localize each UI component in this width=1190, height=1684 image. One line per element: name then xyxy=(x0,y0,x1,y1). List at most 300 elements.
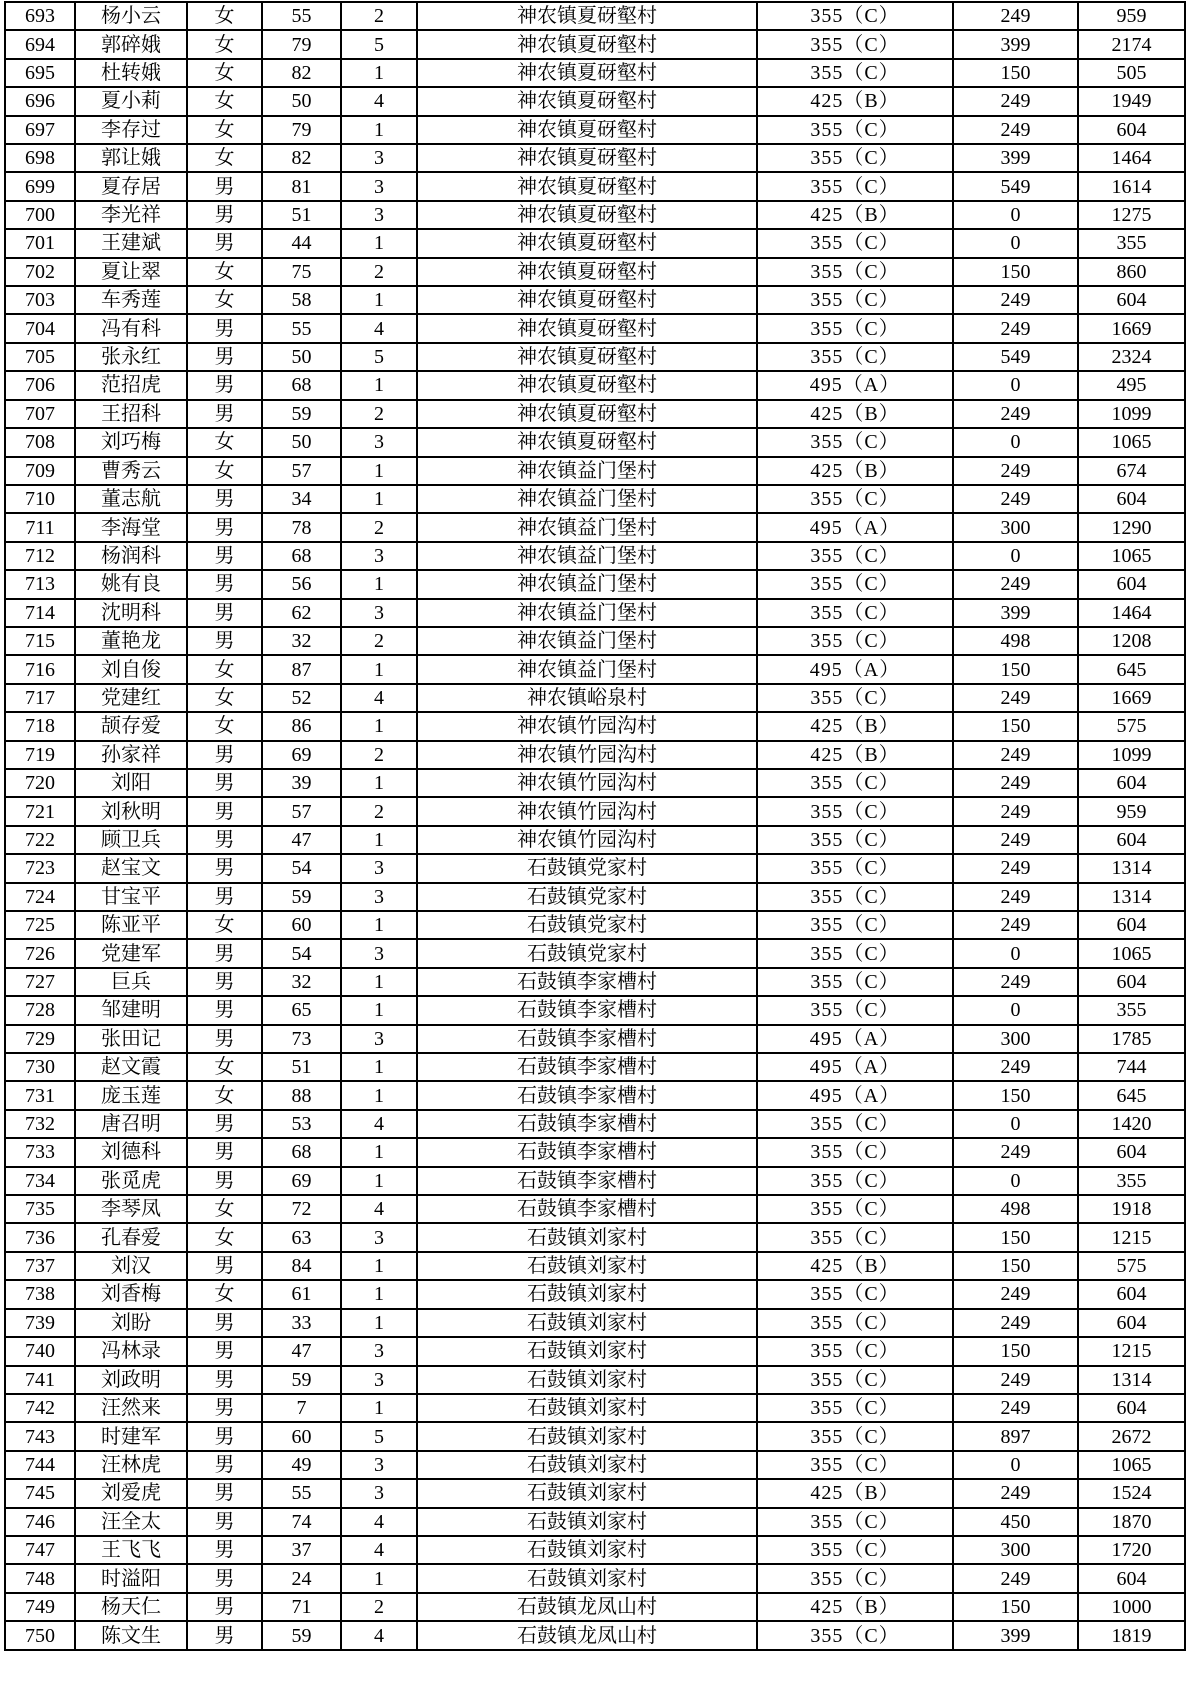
cell-village: 石鼓镇李家槽村 xyxy=(417,1138,757,1166)
cell-seq: 706 xyxy=(5,371,75,399)
cell-village: 神农镇夏砑壑村 xyxy=(417,144,757,172)
cell-household-count: 3 xyxy=(341,144,417,172)
cell-gender: 男 xyxy=(187,1167,262,1195)
table-row xyxy=(5,1309,1185,1337)
cell-subsidy-grade: 355（C） xyxy=(757,1508,953,1536)
cell-gender: 男 xyxy=(187,883,262,911)
cell-gender: 女 xyxy=(187,59,262,87)
cell-seq: 738 xyxy=(5,1280,75,1308)
cell-age: 84 xyxy=(262,1252,341,1280)
cell-age: 68 xyxy=(262,542,341,570)
cell-age: 88 xyxy=(262,1081,341,1109)
cell-age: 58 xyxy=(262,286,341,314)
table-row xyxy=(5,684,1185,712)
cell-household-count: 1 xyxy=(341,1138,417,1166)
cell-household-count: 1 xyxy=(341,1081,417,1109)
cell-name: 杨天仁 xyxy=(75,1593,187,1621)
cell-village: 石鼓镇刘家村 xyxy=(417,1252,757,1280)
table-row xyxy=(5,741,1185,769)
cell-household-count: 1 xyxy=(341,769,417,797)
table-row xyxy=(5,996,1185,1024)
cell-age: 54 xyxy=(262,854,341,882)
cell-gender: 男 xyxy=(187,1366,262,1394)
cell-subsidy-amount: 249 xyxy=(953,684,1078,712)
cell-village: 神农镇益门堡村 xyxy=(417,542,757,570)
table-row xyxy=(5,968,1185,996)
cell-name: 刘政明 xyxy=(75,1366,187,1394)
cell-subsidy-amount: 0 xyxy=(953,939,1078,967)
cell-household-count: 4 xyxy=(341,314,417,342)
cell-gender: 男 xyxy=(187,826,262,854)
cell-subsidy-grade: 355（C） xyxy=(757,996,953,1024)
cell-total-amount: 2672 xyxy=(1078,1422,1185,1450)
cell-total-amount: 604 xyxy=(1078,1309,1185,1337)
cell-subsidy-grade: 355（C） xyxy=(757,116,953,144)
cell-gender: 男 xyxy=(187,1110,262,1138)
cell-seq: 737 xyxy=(5,1252,75,1280)
cell-seq: 723 xyxy=(5,854,75,882)
cell-subsidy-amount: 399 xyxy=(953,599,1078,627)
cell-age: 47 xyxy=(262,826,341,854)
cell-name: 郭让娥 xyxy=(75,144,187,172)
cell-name: 董志航 xyxy=(75,485,187,513)
cell-total-amount: 1314 xyxy=(1078,1366,1185,1394)
cell-village: 神农镇夏砑壑村 xyxy=(417,2,757,30)
cell-total-amount: 959 xyxy=(1078,797,1185,825)
cell-gender: 男 xyxy=(187,371,262,399)
cell-household-count: 2 xyxy=(341,400,417,428)
cell-age: 68 xyxy=(262,371,341,399)
cell-subsidy-amount: 249 xyxy=(953,400,1078,428)
cell-household-count: 1 xyxy=(341,826,417,854)
table-row xyxy=(5,229,1185,257)
table-row xyxy=(5,1252,1185,1280)
cell-name: 冯林录 xyxy=(75,1337,187,1365)
cell-subsidy-amount: 249 xyxy=(953,883,1078,911)
cell-household-count: 2 xyxy=(341,2,417,30)
cell-household-count: 1 xyxy=(341,655,417,683)
cell-name: 张田记 xyxy=(75,1025,187,1053)
cell-village: 石鼓镇刘家村 xyxy=(417,1451,757,1479)
cell-gender: 男 xyxy=(187,1536,262,1564)
cell-total-amount: 604 xyxy=(1078,769,1185,797)
cell-total-amount: 1918 xyxy=(1078,1195,1185,1223)
cell-age: 54 xyxy=(262,939,341,967)
cell-subsidy-amount: 498 xyxy=(953,1195,1078,1223)
cell-subsidy-grade: 355（C） xyxy=(757,258,953,286)
cell-total-amount: 1720 xyxy=(1078,1536,1185,1564)
cell-seq: 699 xyxy=(5,172,75,200)
cell-seq: 749 xyxy=(5,1593,75,1621)
cell-seq: 729 xyxy=(5,1025,75,1053)
table-row xyxy=(5,2,1185,30)
cell-village: 神农镇夏砑壑村 xyxy=(417,229,757,257)
cell-seq: 703 xyxy=(5,286,75,314)
cell-gender: 男 xyxy=(187,1479,262,1507)
cell-total-amount: 604 xyxy=(1078,911,1185,939)
cell-subsidy-grade: 425（B） xyxy=(757,457,953,485)
cell-village: 石鼓镇李家槽村 xyxy=(417,996,757,1024)
cell-gender: 男 xyxy=(187,1593,262,1621)
cell-village: 神农镇夏砑壑村 xyxy=(417,172,757,200)
table-row xyxy=(5,542,1185,570)
cell-village: 神农镇益门堡村 xyxy=(417,627,757,655)
cell-seq: 742 xyxy=(5,1394,75,1422)
cell-gender: 女 xyxy=(187,87,262,115)
cell-subsidy-grade: 355（C） xyxy=(757,570,953,598)
table-row xyxy=(5,116,1185,144)
cell-subsidy-grade: 355（C） xyxy=(757,286,953,314)
table-row xyxy=(5,797,1185,825)
cell-subsidy-amount: 249 xyxy=(953,1479,1078,1507)
cell-gender: 男 xyxy=(187,1564,262,1592)
cell-subsidy-grade: 355（C） xyxy=(757,1280,953,1308)
cell-subsidy-amount: 0 xyxy=(953,996,1078,1024)
cell-age: 74 xyxy=(262,1508,341,1536)
cell-subsidy-grade: 355（C） xyxy=(757,939,953,967)
cell-seq: 730 xyxy=(5,1053,75,1081)
cell-age: 32 xyxy=(262,627,341,655)
cell-seq: 736 xyxy=(5,1223,75,1251)
cell-seq: 743 xyxy=(5,1422,75,1450)
cell-subsidy-grade: 355（C） xyxy=(757,1536,953,1564)
cell-subsidy-amount: 249 xyxy=(953,1366,1078,1394)
cell-household-count: 3 xyxy=(341,939,417,967)
cell-subsidy-grade: 355（C） xyxy=(757,1366,953,1394)
cell-total-amount: 505 xyxy=(1078,59,1185,87)
cell-name: 李光祥 xyxy=(75,201,187,229)
records-tbody xyxy=(5,2,1185,1650)
cell-age: 47 xyxy=(262,1337,341,1365)
table-row xyxy=(5,1025,1185,1053)
cell-subsidy-amount: 399 xyxy=(953,144,1078,172)
cell-village: 神农镇竹园沟村 xyxy=(417,769,757,797)
cell-total-amount: 744 xyxy=(1078,1053,1185,1081)
cell-gender: 男 xyxy=(187,1422,262,1450)
cell-total-amount: 575 xyxy=(1078,712,1185,740)
cell-household-count: 1 xyxy=(341,371,417,399)
cell-seq: 718 xyxy=(5,712,75,740)
cell-village: 神农镇竹园沟村 xyxy=(417,797,757,825)
cell-subsidy-grade: 355（C） xyxy=(757,542,953,570)
cell-household-count: 1 xyxy=(341,457,417,485)
cell-gender: 女 xyxy=(187,258,262,286)
cell-total-amount: 1785 xyxy=(1078,1025,1185,1053)
cell-subsidy-grade: 495（A） xyxy=(757,513,953,541)
cell-seq: 724 xyxy=(5,883,75,911)
cell-total-amount: 1099 xyxy=(1078,741,1185,769)
cell-name: 郭碎娥 xyxy=(75,30,187,58)
cell-name: 范招虎 xyxy=(75,371,187,399)
cell-name: 刘盼 xyxy=(75,1309,187,1337)
cell-total-amount: 604 xyxy=(1078,1138,1185,1166)
cell-subsidy-amount: 0 xyxy=(953,1110,1078,1138)
cell-total-amount: 860 xyxy=(1078,258,1185,286)
cell-age: 53 xyxy=(262,1110,341,1138)
table-row xyxy=(5,1508,1185,1536)
cell-seq: 716 xyxy=(5,655,75,683)
cell-age: 50 xyxy=(262,428,341,456)
cell-name: 李存过 xyxy=(75,116,187,144)
cell-total-amount: 604 xyxy=(1078,570,1185,598)
cell-total-amount: 1614 xyxy=(1078,172,1185,200)
cell-name: 杨小云 xyxy=(75,2,187,30)
cell-subsidy-amount: 150 xyxy=(953,1337,1078,1365)
cell-total-amount: 355 xyxy=(1078,996,1185,1024)
cell-name: 张觅虎 xyxy=(75,1167,187,1195)
cell-age: 24 xyxy=(262,1564,341,1592)
cell-age: 62 xyxy=(262,599,341,627)
cell-seq: 704 xyxy=(5,314,75,342)
cell-seq: 744 xyxy=(5,1451,75,1479)
cell-total-amount: 604 xyxy=(1078,1564,1185,1592)
cell-gender: 男 xyxy=(187,939,262,967)
cell-age: 69 xyxy=(262,741,341,769)
cell-village: 石鼓镇李家槽村 xyxy=(417,1053,757,1081)
cell-total-amount: 1065 xyxy=(1078,428,1185,456)
cell-total-amount: 674 xyxy=(1078,457,1185,485)
table-row xyxy=(5,1195,1185,1223)
cell-seq: 746 xyxy=(5,1508,75,1536)
cell-seq: 750 xyxy=(5,1621,75,1650)
cell-gender: 男 xyxy=(187,1394,262,1422)
cell-age: 34 xyxy=(262,485,341,513)
table-row xyxy=(5,87,1185,115)
table-row xyxy=(5,627,1185,655)
cell-gender: 男 xyxy=(187,400,262,428)
cell-name: 党建红 xyxy=(75,684,187,712)
cell-age: 82 xyxy=(262,144,341,172)
cell-village: 神农镇夏砑壑村 xyxy=(417,371,757,399)
cell-age: 59 xyxy=(262,1621,341,1650)
table-row xyxy=(5,1081,1185,1109)
cell-seq: 733 xyxy=(5,1138,75,1166)
cell-name: 孙家祥 xyxy=(75,741,187,769)
table-row xyxy=(5,314,1185,342)
cell-age: 86 xyxy=(262,712,341,740)
cell-subsidy-amount: 0 xyxy=(953,1451,1078,1479)
cell-village: 神农镇夏砑壑村 xyxy=(417,87,757,115)
cell-gender: 女 xyxy=(187,1280,262,1308)
cell-subsidy-grade: 425（B） xyxy=(757,712,953,740)
cell-total-amount: 1290 xyxy=(1078,513,1185,541)
cell-household-count: 1 xyxy=(341,59,417,87)
cell-seq: 719 xyxy=(5,741,75,769)
cell-seq: 735 xyxy=(5,1195,75,1223)
table-row xyxy=(5,939,1185,967)
cell-seq: 741 xyxy=(5,1366,75,1394)
cell-subsidy-amount: 450 xyxy=(953,1508,1078,1536)
cell-total-amount: 1275 xyxy=(1078,201,1185,229)
cell-seq: 709 xyxy=(5,457,75,485)
cell-age: 61 xyxy=(262,1280,341,1308)
cell-total-amount: 495 xyxy=(1078,371,1185,399)
cell-subsidy-amount: 249 xyxy=(953,1053,1078,1081)
table-row xyxy=(5,712,1185,740)
cell-seq: 711 xyxy=(5,513,75,541)
cell-subsidy-grade: 355（C） xyxy=(757,797,953,825)
cell-seq: 728 xyxy=(5,996,75,1024)
cell-subsidy-grade: 355（C） xyxy=(757,1422,953,1450)
cell-age: 81 xyxy=(262,172,341,200)
cell-household-count: 1 xyxy=(341,712,417,740)
table-row xyxy=(5,1167,1185,1195)
cell-seq: 708 xyxy=(5,428,75,456)
cell-gender: 女 xyxy=(187,30,262,58)
cell-village: 石鼓镇党家村 xyxy=(417,854,757,882)
cell-seq: 696 xyxy=(5,87,75,115)
cell-village: 石鼓镇李家槽村 xyxy=(417,1081,757,1109)
cell-village: 神农镇夏砑壑村 xyxy=(417,314,757,342)
cell-subsidy-grade: 355（C） xyxy=(757,684,953,712)
cell-age: 7 xyxy=(262,1394,341,1422)
cell-village: 石鼓镇龙凤山村 xyxy=(417,1593,757,1621)
cell-household-count: 2 xyxy=(341,1593,417,1621)
cell-village: 神农镇夏砑壑村 xyxy=(417,400,757,428)
cell-total-amount: 645 xyxy=(1078,655,1185,683)
cell-subsidy-amount: 0 xyxy=(953,201,1078,229)
table-row xyxy=(5,1138,1185,1166)
cell-subsidy-grade: 355（C） xyxy=(757,314,953,342)
cell-subsidy-amount: 249 xyxy=(953,1394,1078,1422)
table-row xyxy=(5,570,1185,598)
cell-gender: 男 xyxy=(187,229,262,257)
cell-age: 51 xyxy=(262,1053,341,1081)
cell-village: 神农镇峪泉村 xyxy=(417,684,757,712)
cell-age: 52 xyxy=(262,684,341,712)
cell-gender: 女 xyxy=(187,1053,262,1081)
cell-age: 39 xyxy=(262,769,341,797)
cell-age: 59 xyxy=(262,1366,341,1394)
cell-village: 神农镇益门堡村 xyxy=(417,457,757,485)
cell-village: 神农镇夏砑壑村 xyxy=(417,258,757,286)
cell-seq: 720 xyxy=(5,769,75,797)
cell-subsidy-amount: 399 xyxy=(953,30,1078,58)
cell-subsidy-grade: 355（C） xyxy=(757,485,953,513)
cell-household-count: 1 xyxy=(341,116,417,144)
cell-name: 顾卫兵 xyxy=(75,826,187,854)
cell-subsidy-grade: 355（C） xyxy=(757,1451,953,1479)
cell-gender: 女 xyxy=(187,1195,262,1223)
cell-subsidy-grade: 355（C） xyxy=(757,1223,953,1251)
cell-subsidy-amount: 249 xyxy=(953,911,1078,939)
table-row xyxy=(5,59,1185,87)
cell-subsidy-amount: 0 xyxy=(953,428,1078,456)
cell-gender: 女 xyxy=(187,655,262,683)
cell-household-count: 1 xyxy=(341,1167,417,1195)
cell-total-amount: 1870 xyxy=(1078,1508,1185,1536)
cell-gender: 女 xyxy=(187,911,262,939)
cell-household-count: 2 xyxy=(341,797,417,825)
table-row xyxy=(5,172,1185,200)
cell-subsidy-amount: 249 xyxy=(953,854,1078,882)
cell-age: 55 xyxy=(262,1479,341,1507)
cell-subsidy-grade: 355（C） xyxy=(757,1337,953,1365)
cell-total-amount: 1314 xyxy=(1078,854,1185,882)
cell-subsidy-grade: 425（B） xyxy=(757,1593,953,1621)
cell-gender: 女 xyxy=(187,1081,262,1109)
cell-age: 55 xyxy=(262,314,341,342)
cell-household-count: 5 xyxy=(341,30,417,58)
cell-village: 石鼓镇龙凤山村 xyxy=(417,1621,757,1650)
cell-subsidy-amount: 549 xyxy=(953,172,1078,200)
cell-age: 75 xyxy=(262,258,341,286)
cell-household-count: 3 xyxy=(341,854,417,882)
table-row xyxy=(5,428,1185,456)
cell-household-count: 3 xyxy=(341,1366,417,1394)
cell-subsidy-amount: 249 xyxy=(953,87,1078,115)
cell-subsidy-amount: 0 xyxy=(953,371,1078,399)
table-row xyxy=(5,911,1185,939)
cell-seq: 710 xyxy=(5,485,75,513)
cell-seq: 695 xyxy=(5,59,75,87)
cell-household-count: 4 xyxy=(341,87,417,115)
cell-subsidy-amount: 249 xyxy=(953,2,1078,30)
cell-subsidy-amount: 897 xyxy=(953,1422,1078,1450)
cell-village: 神农镇竹园沟村 xyxy=(417,826,757,854)
cell-household-count: 1 xyxy=(341,485,417,513)
cell-seq: 714 xyxy=(5,599,75,627)
cell-village: 石鼓镇刘家村 xyxy=(417,1309,757,1337)
cell-subsidy-amount: 498 xyxy=(953,627,1078,655)
table-row xyxy=(5,1621,1185,1650)
cell-household-count: 2 xyxy=(341,627,417,655)
cell-gender: 男 xyxy=(187,1309,262,1337)
cell-household-count: 1 xyxy=(341,1394,417,1422)
cell-subsidy-grade: 355（C） xyxy=(757,1394,953,1422)
cell-gender: 男 xyxy=(187,769,262,797)
cell-name: 邹建明 xyxy=(75,996,187,1024)
table-row xyxy=(5,144,1185,172)
cell-name: 党建军 xyxy=(75,939,187,967)
cell-household-count: 1 xyxy=(341,286,417,314)
cell-subsidy-grade: 355（C） xyxy=(757,1621,953,1650)
cell-subsidy-grade: 425（B） xyxy=(757,1252,953,1280)
cell-village: 神农镇夏砑壑村 xyxy=(417,428,757,456)
cell-total-amount: 1669 xyxy=(1078,684,1185,712)
cell-name: 刘香梅 xyxy=(75,1280,187,1308)
cell-seq: 726 xyxy=(5,939,75,967)
cell-village: 石鼓镇刘家村 xyxy=(417,1422,757,1450)
cell-gender: 男 xyxy=(187,854,262,882)
cell-subsidy-grade: 355（C） xyxy=(757,172,953,200)
cell-subsidy-grade: 425（B） xyxy=(757,201,953,229)
cell-age: 87 xyxy=(262,655,341,683)
cell-total-amount: 1464 xyxy=(1078,599,1185,627)
cell-seq: 748 xyxy=(5,1564,75,1592)
cell-subsidy-amount: 249 xyxy=(953,485,1078,513)
cell-village: 石鼓镇刘家村 xyxy=(417,1223,757,1251)
cell-subsidy-amount: 150 xyxy=(953,712,1078,740)
cell-name: 杨润科 xyxy=(75,542,187,570)
table-row xyxy=(5,201,1185,229)
cell-total-amount: 604 xyxy=(1078,1394,1185,1422)
cell-subsidy-amount: 150 xyxy=(953,59,1078,87)
cell-total-amount: 1065 xyxy=(1078,1451,1185,1479)
cell-gender: 女 xyxy=(187,2,262,30)
cell-village: 神农镇益门堡村 xyxy=(417,655,757,683)
cell-gender: 男 xyxy=(187,741,262,769)
cell-household-count: 3 xyxy=(341,1479,417,1507)
cell-village: 神农镇益门堡村 xyxy=(417,599,757,627)
cell-subsidy-grade: 355（C） xyxy=(757,1110,953,1138)
cell-household-count: 1 xyxy=(341,1252,417,1280)
cell-subsidy-grade: 425（B） xyxy=(757,1479,953,1507)
cell-household-count: 4 xyxy=(341,1110,417,1138)
cell-subsidy-grade: 355（C） xyxy=(757,2,953,30)
cell-household-count: 1 xyxy=(341,1309,417,1337)
table-row xyxy=(5,1223,1185,1251)
